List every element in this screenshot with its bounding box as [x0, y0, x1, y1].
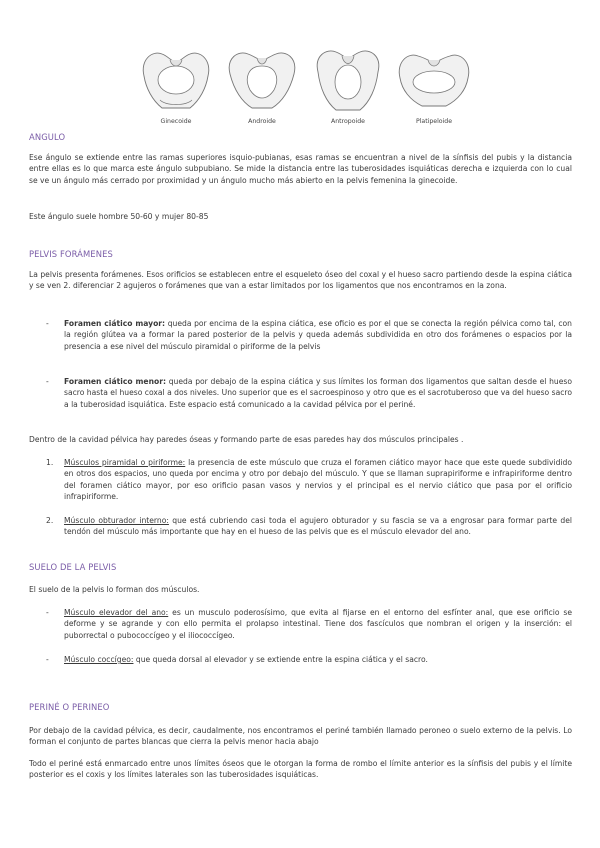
pelvis-types-figure — [138, 46, 468, 132]
pelvis-androide-figure — [224, 46, 300, 132]
number-marker: 1. — [46, 458, 54, 467]
angulo-paragraph-1: Ese ángulo se extiende entre las ramas superiores isquio-pubianas, esas ramas se encuentran a nivel de la sínfisis del pubis y la distancia entre ellas es lo que marca este ángulo subpubiano. Se mide la distancia entre las tuberosidades isquiáticas derecha e izquierda con lo cual se ve un ángulo más cerrado por proximidad y un ángulo mucho más abierto en la pelvis femenina la ginecoide. — [29, 153, 572, 185]
pelvis-antropoide-figure — [310, 46, 386, 132]
bullet-marker: - — [46, 655, 49, 664]
caption-androide: Androide — [248, 118, 276, 125]
coccigeo-item — [64, 654, 572, 665]
bullet-marker: - — [46, 377, 49, 386]
caption-platipeloide: Platipeloide — [415, 118, 453, 125]
pelvis-androide-drawing — [224, 46, 300, 118]
foramenes-paragraph-2: Dentro de la cavidad pélvica hay paredes óseas y formando parte de esas paredes hay dos músculos principales . — [29, 435, 464, 444]
musculo-piramidal-text: la presencia de este músculo que cruza el foramen ciático mayor hace que este quede subdividido en otros dos espacios, uno queda por encima y otro por debajo del músculo. Y que se llaman suprapiriforme e infrapiriforme dentro del foramen ciático mayor, por eso orificio pasan vasos y nervios y el principal es el nervio ciático que pasa por el orificio infrapiriforme. — [64, 458, 572, 501]
foramen-menor-term: Foramen ciático menor: — [64, 377, 166, 386]
heading-pelvis-foramenes: PELVIS FORÁMENES — [29, 249, 113, 259]
pelvis-ginecoide-figure — [138, 46, 214, 132]
pelvis-platipeloide-figure — [396, 46, 472, 132]
foramen-menor-text: queda por debajo de la espina ciática y sus límites los forman dos ligamentos que saltan desde el hueso sacro hasta el hueso coxal a dos niveles. Uno superior que es el sacroespinoso y otro que es el sacrotuberoso que va del hueso sacro a la tuberosidad isquiática. Este espacio está comunicado a la cavidad pélvica por el periné. — [64, 377, 572, 409]
pelvis-platipeloide-drawing — [396, 46, 472, 118]
elevador-ano-term: Músculo elevador del ano: — [64, 608, 169, 617]
heading-perine: PERINÉ O PERINEO — [29, 702, 110, 712]
foramenes-paragraph-1: La pelvis presenta forámenes. Esos orificios se establecen entre el esqueleto óseo del coxal y el hueso sacro partiendo desde la espina ciática y se ven 2. diferenciar 2 agujeros o forámenes que van a estar limitados por los ligamentos que nos encontramos en la zona. — [29, 270, 572, 291]
coccigeo-text: que queda dorsal al elevador y se extiende entre la espina ciática y el sacro. — [133, 655, 428, 664]
foramen-mayor-term: Foramen ciático mayor: — [64, 319, 166, 328]
elevador-ano-item — [64, 607, 572, 641]
musculo-obturador-text: que está cubriendo casi toda el agujero obturador y su fascia se va a engrosar para formar parte del tendón del músculo más importante que hay en el hueso de las pelvis que es el músculo elevador del ano. — [64, 516, 573, 537]
bullet-marker: - — [46, 608, 49, 617]
musculo-piramidal-item — [64, 457, 572, 502]
caption-ginecoide: Ginecoide — [160, 118, 192, 125]
heading-suelo-pelvis: SUELO DE LA PELVIS — [29, 562, 117, 572]
perine-paragraph-2: Todo el periné está enmarcado entre unos límites óseos que le otorgan la forma de rombo el límite anterior es la sínfisis del pubis y el límite posterior es el coxis y los límites laterales son las tuberosidades isquiáticas. — [29, 759, 572, 780]
caption-antropoide: Antropoide — [331, 118, 365, 125]
elevador-ano-text: es un musculo poderosísimo, que evita al fijarse en el entorno del esfínter anal, que ese orificio se deforme y se agrande y con ello permita el prolapso intestinal. Tiene dos fascículos que nombran el origen y la inserción: el puborrectal o pubococcígeo y el iliococcígeo. — [64, 608, 572, 640]
musculo-piramidal-term: Músculos piramidal o piriforme: — [64, 458, 186, 467]
angulo-paragraph-2: Este ángulo suele hombre 50-60 y mujer 80-85 — [29, 212, 209, 221]
foramen-mayor-text: queda por encima de la espina ciática, ese oficio es por el que se conecta la región pélvica como tal, con la región glútea va a formar la pared posterior de la pelvis y queda además subdividida en otro dos forámenes o espacios por la presencia a ese nivel del músculo piramidal o piriforme de la pelvis — [64, 319, 572, 351]
musculo-obturador-item — [64, 515, 572, 538]
number-marker: 2. — [46, 516, 54, 525]
pelvis-antropoide-drawing — [310, 46, 386, 118]
perine-paragraph-1: Por debajo de la cavidad pélvica, es decir, caudalmente, nos encontramos el periné también llamado peroneo o suelo externo de la pelvis. Lo forman el conjunto de partes blancas que cierra la pelvis menor hacia abajo — [29, 726, 572, 747]
coccigeo-term: Músculo coccígeo: — [64, 655, 134, 664]
bullet-marker: - — [46, 319, 49, 328]
heading-angulo: ANGULO — [29, 132, 66, 142]
musculo-obturador-term: Músculo obturador interno: — [64, 516, 169, 525]
suelo-paragraph-1: El suelo de la pelvis lo forman dos músculos. — [29, 585, 200, 594]
foramen-menor-item — [64, 376, 572, 410]
pelvis-ginecoide-drawing — [138, 46, 214, 118]
foramen-mayor-item — [64, 318, 572, 352]
